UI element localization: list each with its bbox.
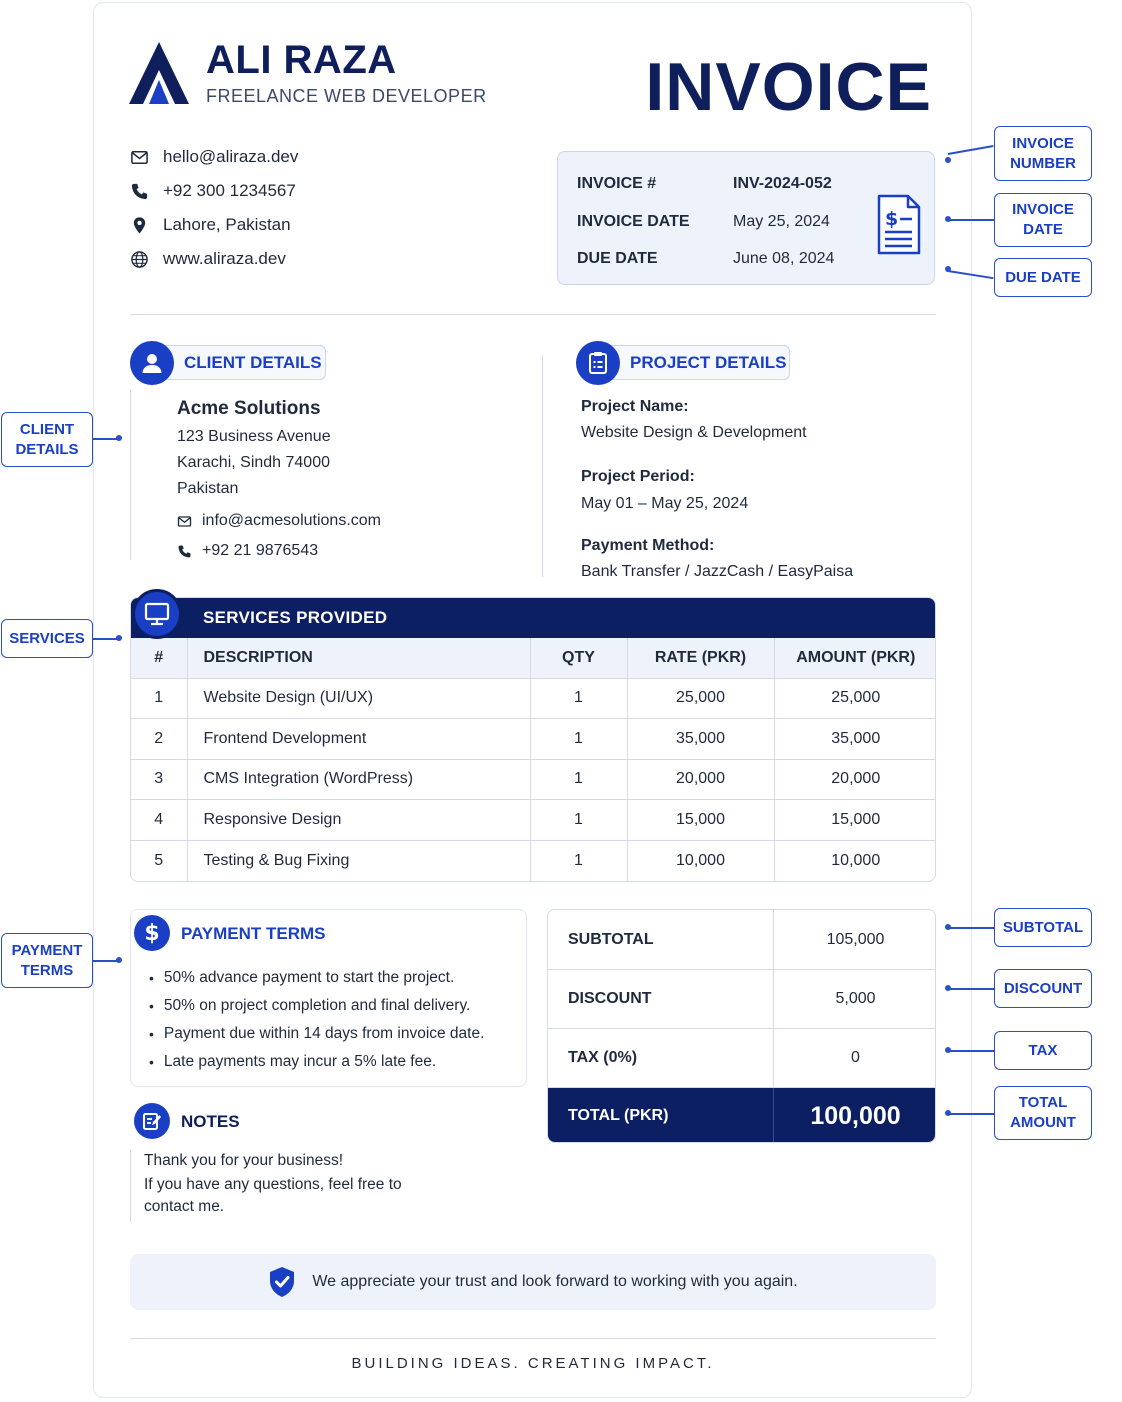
payment-terms-list: [149, 964, 484, 1076]
mail-icon: [130, 148, 149, 167]
callout-connector: [948, 927, 994, 929]
callout-dot: [116, 635, 122, 641]
list-item: • Late payments may incur a 5% late fee.: [149, 1048, 484, 1076]
brand-name: ALI RAZA: [206, 38, 397, 82]
user-icon: [130, 341, 174, 385]
cell-amount: 10,000: [831, 851, 881, 869]
notes-rule: [130, 1150, 131, 1222]
tax-row: [548, 1029, 936, 1088]
dollar-icon: $: [134, 915, 170, 951]
discount-row: [548, 970, 936, 1029]
cell-index: 4: [131, 800, 187, 841]
callout-dot: [945, 1047, 951, 1053]
list-item: • 50% on project completion and final delivery.: [149, 992, 484, 1020]
subtotal-value: 105,000: [826, 930, 885, 948]
client-email-text: info@acmesolutions.com: [202, 512, 381, 529]
contact-website-text: www.aliraza.dev: [163, 249, 286, 268]
cell-qty: 1: [530, 719, 627, 760]
subtotal-label: SUBTOTAL: [548, 910, 774, 969]
client-email[interactable]: [177, 512, 381, 530]
discount-value: 5,000: [835, 990, 876, 1007]
contact-location: [130, 215, 291, 235]
invoice-meta-box: [557, 151, 935, 285]
callout-invoice-number: INVOICE NUMBER: [994, 126, 1092, 181]
payment-method-label: Payment Method:: [581, 537, 715, 554]
notes-heading: NOTES: [181, 1112, 240, 1131]
clipboard-icon: [576, 341, 620, 385]
callout-dot: [945, 266, 951, 272]
callout-client-details: CLIENT DETAILS: [1, 412, 93, 467]
notes-line-2: If you have any questions, feel free to: [144, 1176, 402, 1193]
cell-index: 5: [131, 840, 187, 881]
totals-box: [547, 909, 936, 1143]
client-phone-text: +92 21 9876543: [202, 542, 319, 559]
footer-tagline: BUILDING IDEAS. CREATING IMPACT.: [351, 1355, 715, 1372]
callout-services: SERVICES: [1, 619, 93, 658]
thank-you-banner: [130, 1254, 936, 1310]
contact-phone-text: +92 300 1234567: [163, 181, 296, 200]
invoice-title: INVOICE: [645, 49, 932, 125]
cell-amount: 20,000: [774, 759, 936, 800]
cell-amount: 15,000: [774, 800, 936, 841]
callout-due-date: DUE DATE: [994, 258, 1092, 297]
col-header-qty: QTY: [530, 638, 627, 678]
shield-check-icon: [268, 1266, 296, 1298]
project-details-heading: PROJECT DETAILS: [596, 345, 790, 380]
callout-subtotal: SUBTOTAL: [994, 908, 1092, 947]
services-heading: SERVICES PROVIDED: [131, 598, 935, 638]
contact-email[interactable]: [130, 147, 298, 167]
mail-icon: [177, 514, 192, 529]
invoice-number-value: INV-2024-052: [733, 175, 832, 192]
table-row: [131, 840, 936, 881]
client-address-line2: Karachi, Sindh 74000: [177, 454, 330, 471]
due-date-value: June 08, 2024: [733, 250, 835, 267]
cell-amount: 35,000: [774, 719, 936, 760]
callout-connector: [948, 988, 994, 990]
list-item: • 50% advance payment to start the project.: [149, 964, 484, 992]
cell-rate: 10,000: [627, 840, 774, 881]
callout-dot: [945, 1110, 951, 1116]
monitor-icon: [132, 589, 182, 639]
payment-terms-heading: PAYMENT TERMS: [181, 924, 326, 943]
contact-website[interactable]: [130, 249, 286, 269]
client-phone[interactable]: [177, 542, 318, 560]
project-name-value: Website Design & Development: [581, 424, 807, 441]
edit-note-icon: [134, 1103, 170, 1139]
cell-qty: 1: [530, 800, 627, 841]
callout-total-amount: TOTAL AMOUNT: [994, 1086, 1092, 1140]
client-details-heading: CLIENT DETAILS: [150, 345, 326, 380]
table-row: [131, 678, 936, 719]
callout-connector: [948, 1050, 994, 1052]
invoice-date-value: May 25, 2024: [733, 213, 830, 230]
phone-icon: [130, 182, 149, 201]
cell-description: Website Design (UI/UX): [187, 678, 530, 719]
client-rule: [130, 390, 131, 560]
total-label: TOTAL (PKR): [548, 1088, 774, 1143]
cell-index: 2: [131, 719, 187, 760]
cell-index: 3: [131, 759, 187, 800]
cell-index: 1: [131, 678, 187, 719]
project-period-label: Project Period:: [581, 468, 695, 485]
cell-description: Responsive Design: [187, 800, 530, 841]
cell-description: Frontend Development: [187, 719, 530, 760]
cell-qty: 1: [530, 678, 627, 719]
invoice-document-icon: [876, 194, 922, 256]
globe-icon: [130, 250, 149, 269]
subtotal-row: [548, 910, 936, 970]
callout-dot: [945, 216, 951, 222]
total-row: [548, 1088, 936, 1143]
client-address-line1: 123 Business Avenue: [177, 428, 331, 445]
payment-method-value: Bank Transfer / JazzCash / EasyPaisa: [581, 563, 854, 580]
project-name-label: Project Name:: [581, 398, 689, 415]
notes-line-1: Thank you for your business!: [144, 1152, 344, 1169]
table-row: [131, 759, 936, 800]
callout-dot: [945, 924, 951, 930]
services-table: [130, 597, 936, 882]
callout-tax: TAX: [994, 1031, 1092, 1070]
cell-rate: 20,000: [627, 759, 774, 800]
callout-dot: [116, 957, 122, 963]
total-value: 100,000: [810, 1101, 901, 1130]
discount-label: DISCOUNT: [548, 970, 774, 1028]
cell-amount: 25,000: [774, 678, 936, 719]
phone-icon: [177, 544, 192, 559]
section-divider: [130, 314, 936, 315]
cell-description: Testing & Bug Fixing: [187, 840, 530, 881]
column-divider: [542, 355, 543, 577]
table-row: [131, 800, 936, 841]
cell-qty: 1: [530, 840, 627, 881]
col-header-index: #: [131, 638, 187, 678]
callout-invoice-date: INVOICE DATE: [994, 193, 1092, 247]
brand-tagline: FREELANCE WEB DEVELOPER: [206, 86, 487, 106]
client-country: Pakistan: [177, 480, 239, 497]
contact-phone[interactable]: [130, 181, 296, 201]
cell-rate: 35,000: [627, 719, 774, 760]
location-pin-icon: [130, 216, 149, 235]
list-item: • Payment due within 14 days from invoice date.: [149, 1020, 484, 1048]
col-header-amount: AMOUNT (PKR): [774, 638, 936, 678]
tax-label: TAX (0%): [548, 1029, 774, 1087]
project-period-value: May 01 – May 25, 2024: [581, 495, 749, 512]
contact-location-text: Lahore, Pakistan: [163, 215, 291, 234]
svg-text:$: $: [885, 208, 899, 230]
callout-dot: [945, 157, 951, 163]
invoice-date-label: INVOICE DATE: [577, 213, 690, 230]
callout-dot: [945, 985, 951, 991]
cell-qty: 1: [530, 759, 627, 800]
footer-divider: [130, 1338, 936, 1339]
callout-dot: [116, 435, 122, 441]
callout-connector: [948, 1113, 994, 1115]
due-date-label: DUE DATE: [577, 250, 658, 267]
callout-connector: [948, 219, 994, 221]
cell-rate: 15,000: [627, 800, 774, 841]
services-grid: [131, 638, 936, 881]
col-header-description: DESCRIPTION: [187, 638, 530, 678]
cell-rate: 25,000: [627, 678, 774, 719]
brand-logo-icon: [129, 42, 189, 106]
client-name: Acme Solutions: [177, 398, 321, 419]
contact-email-text: hello@aliraza.dev: [163, 147, 299, 166]
table-row: [131, 719, 936, 760]
notes-line-3: contact me.: [144, 1198, 225, 1215]
cell-description: CMS Integration (WordPress): [187, 759, 530, 800]
thank-you-text: We appreciate your trust and look forward to working with you again.: [312, 1273, 798, 1290]
callout-discount: DISCOUNT: [994, 969, 1092, 1008]
invoice-number-label: INVOICE #: [577, 175, 657, 192]
callout-payment-terms: PAYMENT TERMS: [1, 933, 93, 988]
col-header-rate: RATE (PKR): [627, 638, 774, 678]
tax-value: 0: [851, 1049, 860, 1066]
